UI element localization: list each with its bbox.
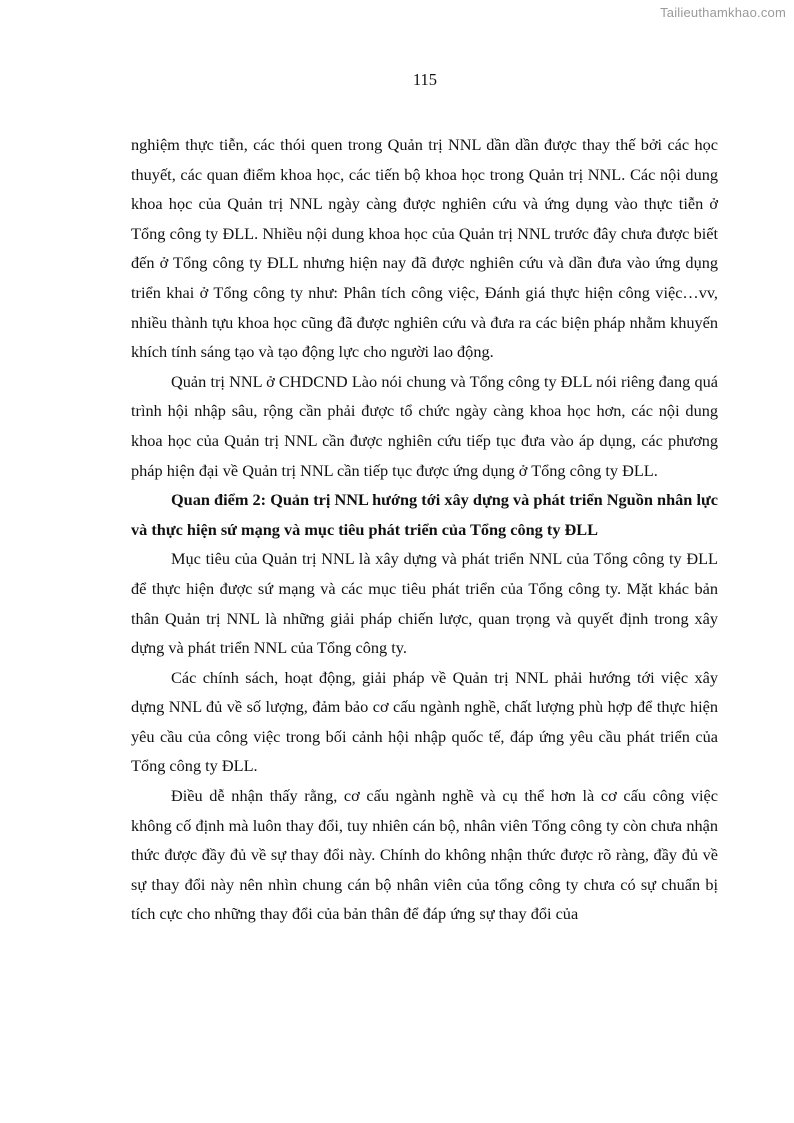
page-number: 115 <box>412 70 438 89</box>
paragraph-continuation: nghiệm thực tiễn, các thói quen trong Quản trị NNL dần dần được thay thế bởi các học thuyết, các quan điểm khoa học, các tiến bộ khoa học trong Quản trị NNL. Các nội dung khoa học của Quản trị NNL ngày càng được nghiên cứu và ứng dụng vào thực tiễn ở Tổng công ty ĐLL. Nhiều nội dung khoa học của Quản trị NNL trước đây chưa được biết đến ở Tổng công ty ĐLL nhưng hiện nay đã được nghiên cứu và dần đưa vào ứng dụng triển khai ở Tổng công ty như: Phân tích công việc, Đánh giá thực hiện công việc…vv, nhiều thành tựu khoa học cũng đã được nghiên cứu và đưa ra các biện pháp nhằm khuyến khích tính sáng tạo và tạo động lực cho người lao động. <box>131 135 718 362</box>
document-body <box>131 130 718 929</box>
paragraph: Quản trị NNL ở CHDCND Lào nói chung và Tổng công ty ĐLL nói riêng đang quá trình hội nhập sâu, rộng cần phải được tổ chức ngày càng khoa học hơn, các nội dung khoa học của Quản trị NNL cần được nghiên cứu tiếp tục đưa vào áp dụng, các phương pháp hiện đại về Quản trị NNL cần tiếp tục được ứng dụng ở Tổng công ty ĐLL. <box>131 371 718 480</box>
paragraph: Điều dễ nhận thấy rằng, cơ cấu ngành nghề và cụ thể hơn là cơ cấu công việc không cố định mà luôn thay đổi, tuy nhiên cán bộ, nhân viên Tổng công ty còn chưa nhận thức được đầy đủ về sự thay đổi này. Chính do không nhận thức được rõ ràng, đầy đủ về sự thay đổi này nên nhìn chung cán bộ nhân viên của tổng công ty chưa có sự chuẩn bị tích cực cho những thay đổi của bản thân để đáp ứng sự thay đổi của <box>131 786 718 924</box>
watermark-text: Tailieuthamkhao.com <box>660 5 786 20</box>
section-heading: Quan điểm 2: Quản trị NNL hướng tới xây dựng và phát triển Nguồn nhân lực và thực hiện sứ mạng và mục tiêu phát triển của Tổng công ty ĐLL <box>131 490 718 539</box>
paragraph: Các chính sách, hoạt động, giải pháp về Quản trị NNL phải hướng tới việc xây dựng NNL đủ về số lượng, đảm bảo cơ cấu ngành nghề, chất lượng phù hợp để thực hiện yêu cầu của công việc trong bối cảnh hội nhập quốc tế, đáp ứng yêu cầu phát triển của Tổng công ty ĐLL. <box>131 667 718 776</box>
paragraph: Mục tiêu của Quản trị NNL là xây dựng và phát triển NNL của Tổng công ty ĐLL để thực hiện được sứ mạng và các mục tiêu phát triển của Tổng công ty. Mặt khác bản thân Quản trị NNL là những giải pháp chiến lược, quan trọng và quyết định trong xây dựng và phát triển NNL của Tổng công ty. <box>131 549 718 658</box>
